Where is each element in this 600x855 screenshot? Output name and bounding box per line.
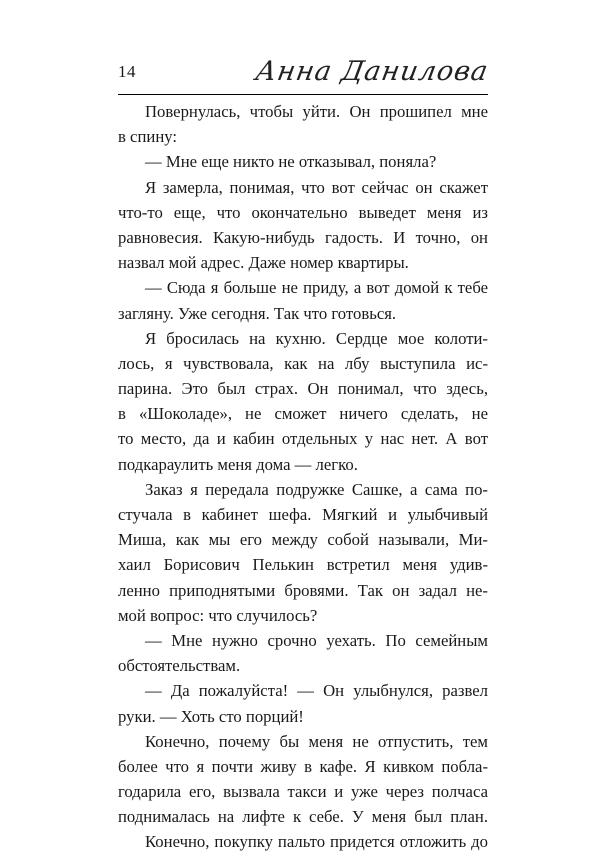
text-line: в спину: bbox=[118, 127, 178, 147]
text-line: — Сюда я больше не приду, а вот домой к тебе bbox=[145, 278, 488, 298]
text-line: Заказ я передала подружке Сашке, а сама по- bbox=[145, 479, 488, 499]
text-line: Я замерла, понимая, что вот сейчас он скажет bbox=[145, 177, 488, 197]
author-signature: Анна Данилова bbox=[253, 56, 491, 87]
text-line: годарила его, вызвала такси и уже через полчаса bbox=[118, 782, 488, 802]
running-header bbox=[118, 56, 491, 92]
text-line: Повернулась, чтобы уйти. Он прошипел мне bbox=[145, 102, 488, 121]
body-text bbox=[118, 99, 488, 855]
text-line: Миша, как мы его между собой называли, Ми- bbox=[118, 530, 488, 550]
header-rule bbox=[118, 94, 488, 95]
text-line: равновесия. Какую-нибудь гадость. И точно, он bbox=[118, 227, 488, 247]
text-line: Конечно, покупку пальто придется отложить до bbox=[145, 832, 488, 852]
text-line: мой вопрос: что случилось? bbox=[118, 605, 318, 625]
text-line: более что я почти живу в кафе. Я кивком побла- bbox=[118, 756, 488, 776]
text-line: хаил Борисович Пелькин встретил меня удив- bbox=[118, 555, 488, 575]
text-line: — Мне нужно срочно уехать. По семейным bbox=[145, 630, 488, 650]
text-line: Конечно, почему бы меня не отпустить, тем bbox=[145, 731, 488, 751]
text-line: что-то еще, что окончательно выведет меня из bbox=[118, 202, 488, 222]
text-line: в «Шоколаде», не сможет ничего сделать, не bbox=[118, 404, 488, 424]
page-number: 14 bbox=[118, 62, 136, 81]
text-line: загляну. Уже сегодня. Так что готовься. bbox=[118, 303, 397, 323]
text-line: обстоятельствам. bbox=[118, 656, 241, 676]
text-line: поднималась на лифте к себе. У меня был план. bbox=[118, 807, 488, 827]
text-line: руки. — Хоть сто порций! bbox=[118, 706, 304, 726]
text-line: то место, да и кабин отдельных у нас нет. А вот bbox=[118, 429, 488, 449]
text-line: — Мне еще никто не отказывал, поняла? bbox=[145, 152, 437, 172]
text-line: стучала в кабинет шефа. Мягкий и улыбчивый bbox=[118, 505, 488, 524]
text-line: подкараулить меня дома — легко. bbox=[118, 454, 358, 474]
text-line: Я бросилась на кухню. Сердце мое колоти- bbox=[145, 328, 488, 348]
text-line: парина. Это был страх. Он понимал, что здесь, bbox=[118, 379, 488, 399]
text-line: лось, я чувствовала, как на лбу выступила ис- bbox=[118, 353, 488, 373]
text-line: ленно приподнятыми бровями. Так он задал не- bbox=[118, 580, 488, 600]
text-line: — Да пожалуйста! — Он улыбнулся, развел bbox=[145, 681, 488, 701]
text-line: назвал мой адрес. Даже номер квартиры. bbox=[118, 253, 409, 273]
